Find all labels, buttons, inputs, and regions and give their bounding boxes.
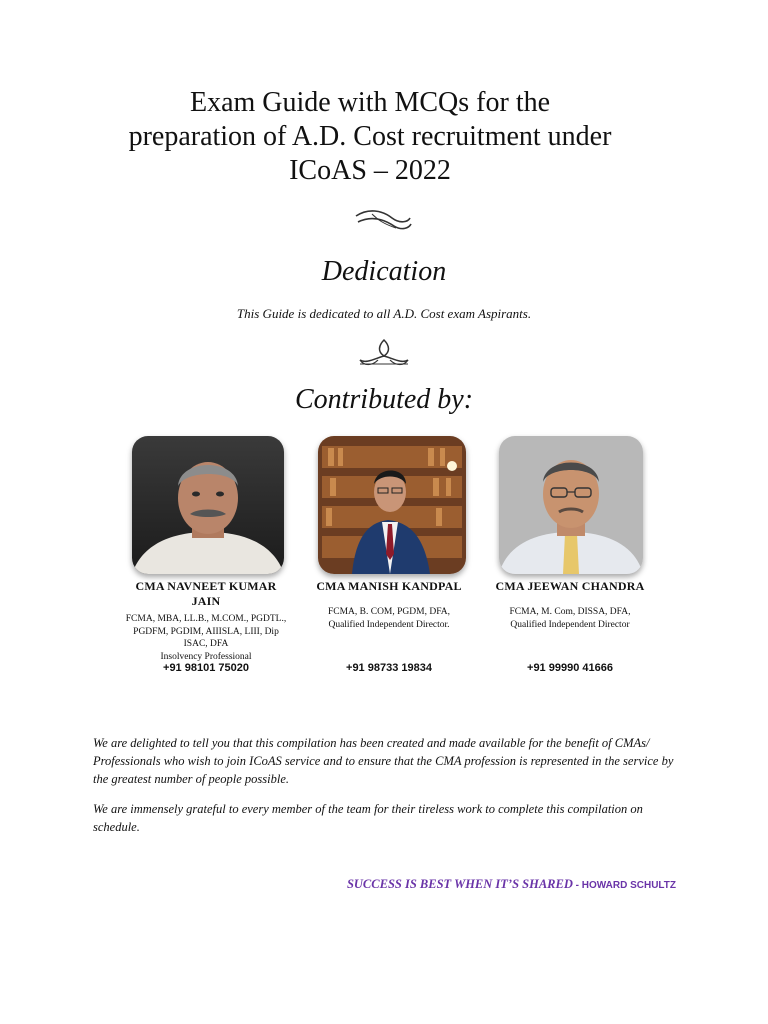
contributor-name: CMA JEEWAN CHANDRA bbox=[495, 579, 645, 593]
quote-author: HOWARD SCHULTZ bbox=[581, 880, 676, 891]
flourish-ornament-icon bbox=[352, 206, 414, 236]
quote-text: SUCCESS IS BEST WHEN IT’S SHARED bbox=[346, 877, 573, 891]
title-line-2: preparation of A.D. Cost recruitment under bbox=[128, 121, 612, 152]
dedication-text: This Guide is dedicated to all A.D. Cost exam Aspirants. bbox=[236, 306, 532, 321]
closing-quote bbox=[347, 877, 676, 892]
contributor-qualifications: FCMA, B. COM, PGDM, DFA, Qualified Independent Director. bbox=[327, 607, 451, 630]
contributor-phone: +91 98101 75020 bbox=[163, 662, 249, 674]
contributor-card-2 bbox=[306, 579, 472, 675]
contributor-qualifications: FCMA, M. Com, DISSA, DFA, Qualified Independent Director bbox=[509, 607, 631, 630]
document-title bbox=[60, 86, 680, 188]
gratitude-paragraph: We are immensely grateful to every member of the team for their tireless work to complete this compilation on schedule. bbox=[93, 802, 643, 834]
title-line-3: ICoAS – 2022 bbox=[289, 155, 451, 186]
contributor-photo-1 bbox=[132, 436, 284, 574]
contributor-photo-2 bbox=[318, 436, 466, 574]
knot-ornament-icon bbox=[358, 336, 410, 370]
contributor-photo-3 bbox=[499, 436, 643, 574]
contributor-name: CMA MANISH KANDPAL bbox=[316, 579, 462, 593]
contributors-heading: Contributed by: bbox=[294, 384, 474, 415]
dedication-heading: Dedication bbox=[321, 256, 447, 287]
title-line-1: Exam Guide with MCQs for the bbox=[189, 87, 551, 118]
contributor-card-3 bbox=[482, 579, 658, 675]
contributor-phone: +91 99990 41666 bbox=[527, 662, 613, 674]
contributor-qualifications: FCMA, MBA, LL.B., M.COM., PGDTL., PGDFM, PGDIM, AIIISLA, LIII, Dip ISAC, DFA Insolvency Professional bbox=[125, 614, 287, 662]
contributor-name: CMA NAVNEET KUMAR JAIN bbox=[135, 579, 277, 608]
contributor-card-1 bbox=[116, 579, 296, 675]
contributor-phone: +91 98733 19834 bbox=[346, 662, 432, 674]
intro-paragraph: We are delighted to tell you that this compilation has been created and made available for the benefit of CMAs/ Professionals who wish to join ICoAS service and to ensure that the CMA profession is represented in the service by the greatest number of people possible. bbox=[93, 736, 674, 786]
quote-separator: - bbox=[572, 880, 582, 891]
